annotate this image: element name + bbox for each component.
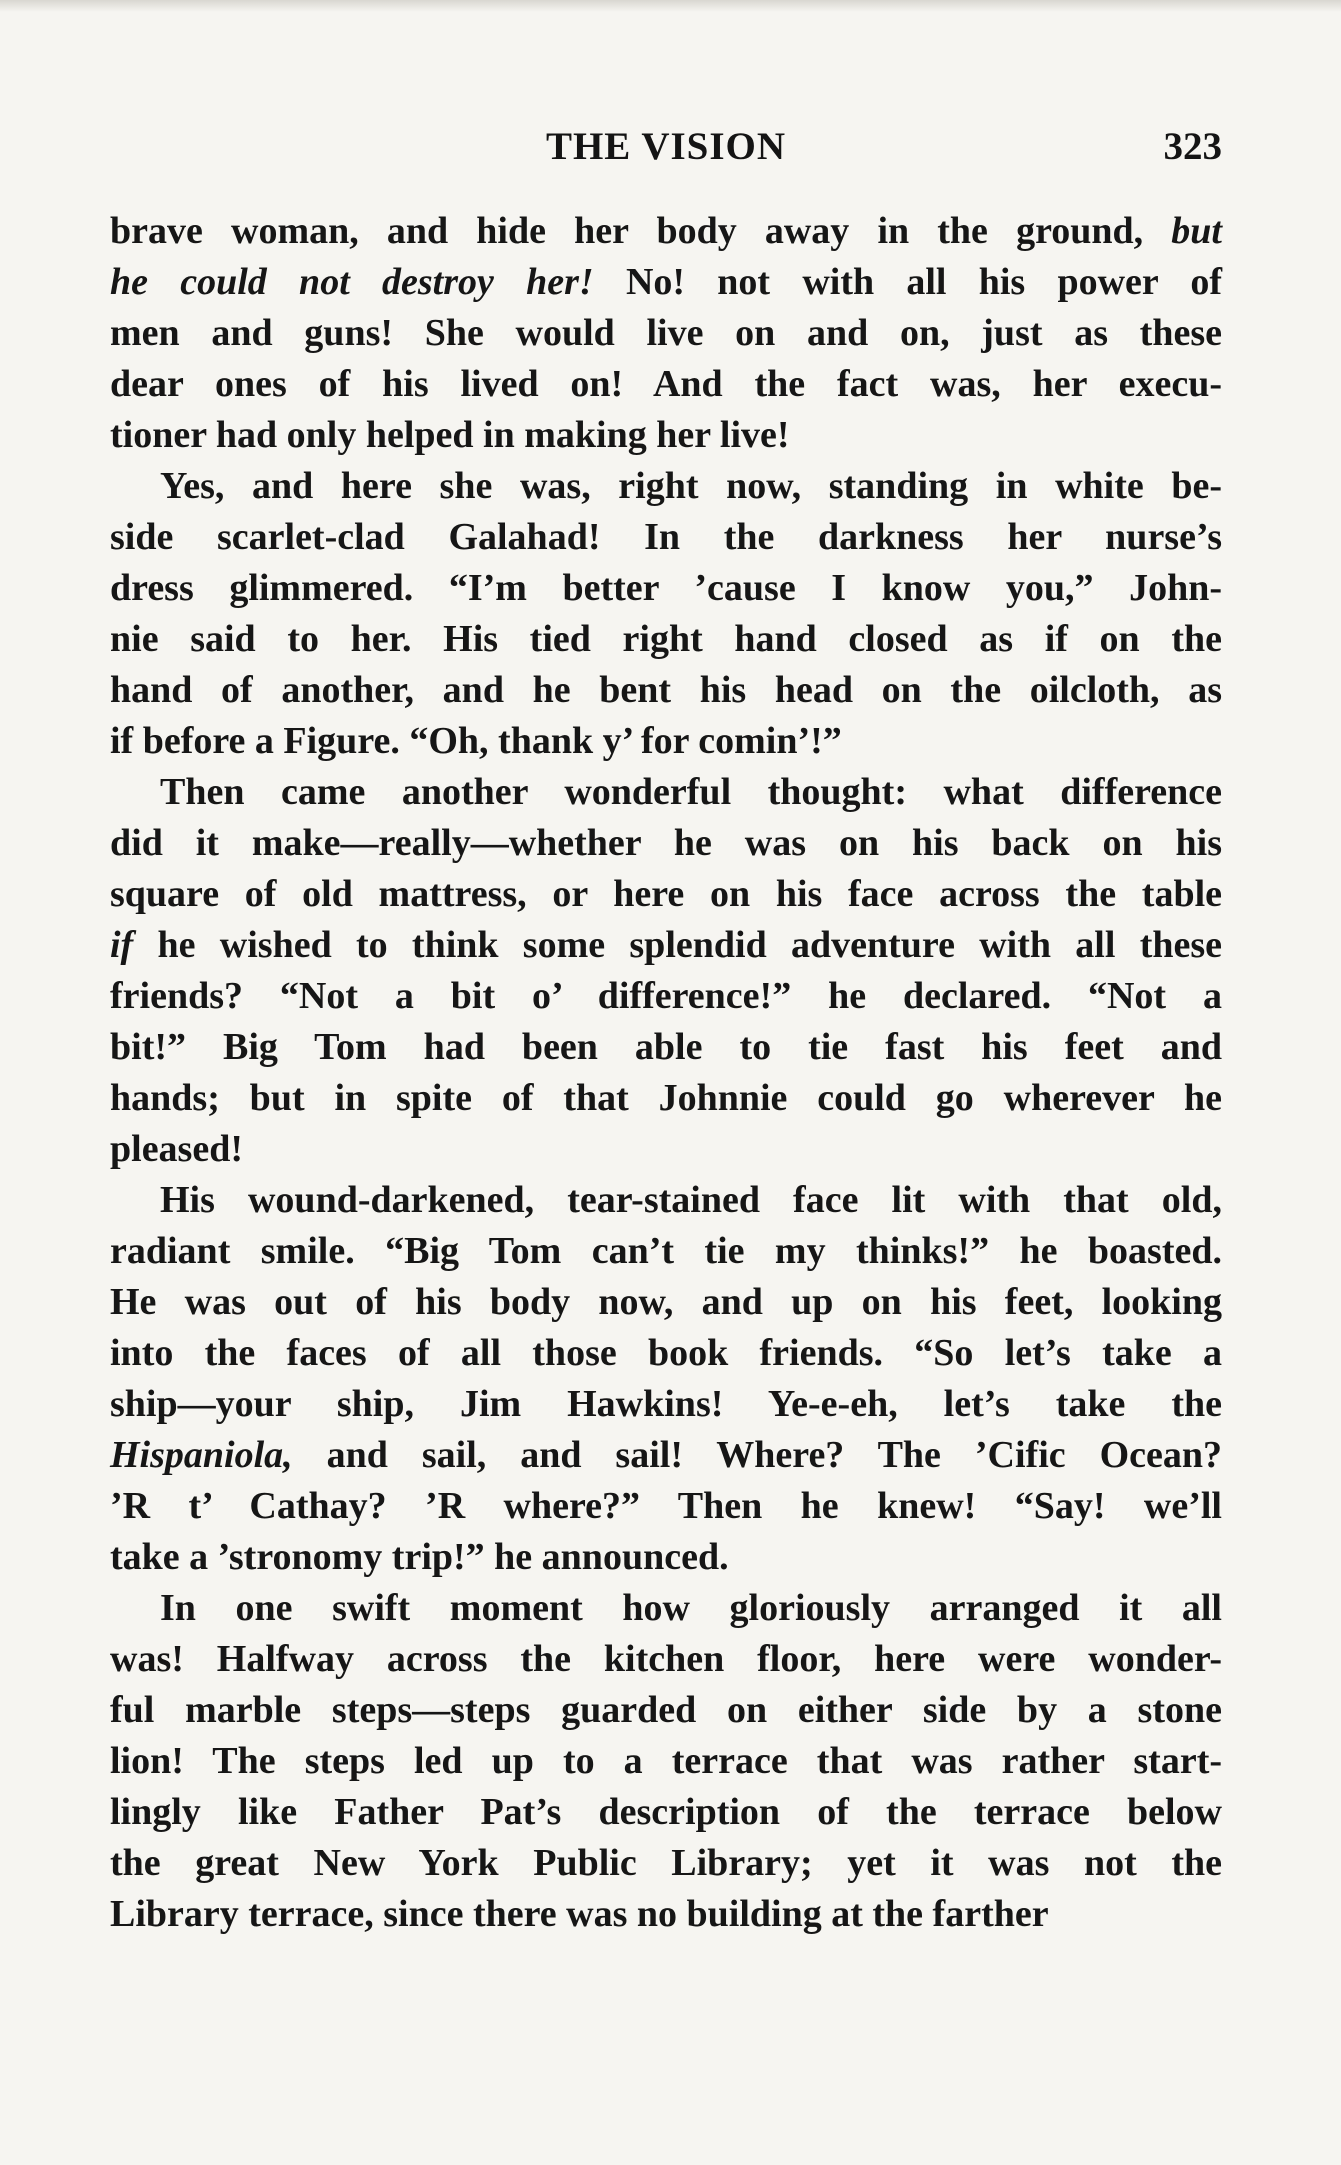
text-segment: men and guns! She would live on and on, just as these [110,312,1222,354]
text-line [110,1787,1222,1838]
text-line [110,512,1222,563]
text-segment: did it make—really—whether he was on his back on his [110,822,1222,864]
text-line [110,1685,1222,1736]
text-line [110,1634,1222,1685]
text-segment: bit!” Big Tom had been able to tie fast his feet and [110,1026,1222,1068]
text-segment: he wished to think some splendid adventure with all these [133,924,1222,966]
text-line [110,1175,1222,1226]
text-line [110,1430,1222,1481]
text-segment: Library terrace, since there was no building at the farther [110,1893,1049,1935]
text-line [110,461,1222,512]
text-line [110,1481,1222,1532]
text-segment: ful marble steps—steps guarded on either side by a stone [110,1689,1222,1731]
paragraph [110,1175,1222,1583]
text-segment: dear ones of his lived on! And the fact was, her execu- [110,363,1222,405]
italic-text: if [110,924,134,966]
text-line [110,614,1222,665]
text-line [110,818,1222,869]
running-title: THE VISION [545,125,787,168]
text-line [110,1736,1222,1787]
text-line [110,257,1222,308]
text-segment: ship—your ship, Jim Hawkins! Ye-e-eh, let’s take the [110,1383,1222,1425]
text-line [110,1379,1222,1430]
italic-text: but [1171,210,1222,252]
text-segment: hand of another, and he bent his head on the oilcloth, as [110,669,1222,711]
text-segment: ’R t’ Cathay? ’R where?” Then he knew! “Say! we’ll [110,1485,1222,1527]
text-line [110,716,1222,767]
text-line [110,920,1222,971]
text-segment: tioner had only helped in making her live! [110,414,790,456]
text-segment: pleased! [110,1128,243,1170]
text-line [110,971,1222,1022]
text-line [110,1124,1222,1175]
text-segment: He was out of his body now, and up on his feet, looking [110,1281,1222,1323]
text-line [110,1583,1222,1634]
text-segment: dress glimmered. “I’m better ’cause I know you,” John- [110,567,1222,609]
text-line [110,308,1222,359]
text-segment: lion! The steps led up to a terrace that was rather start- [110,1740,1222,1782]
text-segment: radiant smile. “Big Tom can’t tie my thinks!” he boasted. [110,1230,1222,1272]
paragraph [110,461,1222,767]
text-segment: was! Halfway across the kitchen floor, here were wonder- [110,1638,1222,1680]
text-line [110,206,1222,257]
page-number: 323 [1163,125,1222,168]
text-segment: if before a Figure. “Oh, thank y’ for comin’!” [110,720,842,762]
text-line [110,1328,1222,1379]
text-segment: square of old mattress, or here on his face across the table [110,873,1222,915]
text-segment: nie said to her. His tied right hand closed as if on the [110,618,1222,660]
text-segment: brave woman, and hide her body away in the ground, [110,210,1172,252]
text-line [110,563,1222,614]
body-text [110,206,1222,1940]
text-segment: His wound-darkened, tear-stained face lit with that old, [160,1179,1222,1221]
text-line [110,1226,1222,1277]
text-line [110,1838,1222,1889]
text-segment: take a ’stronomy trip!” he announced. [110,1536,729,1578]
page-top-edge [0,0,1341,12]
paragraph [110,206,1222,461]
italic-text: Hispaniola, [110,1434,293,1476]
text-line [110,1022,1222,1073]
text-segment: into the faces of all those book friends. “So let’s take a [110,1332,1222,1374]
text-segment: Yes, and here she was, right now, standing in white be- [160,465,1222,507]
paragraph [110,1583,1222,1940]
text-segment: Then came another wonderful thought: what difference [160,771,1222,813]
running-header [110,124,1222,178]
text-segment: hands; but in spite of that Johnnie could go wherever he [110,1077,1222,1119]
text-line [110,1277,1222,1328]
italic-text: he could not destroy her! [110,261,594,303]
text-line [110,869,1222,920]
text-segment: side scarlet-clad Galahad! In the darkness her nurse’s [110,516,1222,558]
text-line [110,1532,1222,1583]
text-segment: In one swift moment how gloriously arranged it all [160,1587,1222,1629]
text-line [110,1073,1222,1124]
text-line [110,665,1222,716]
text-segment: No! not with all his power of [593,261,1222,303]
text-segment: friends? “Not a bit o’ difference!” he declared. “Not a [110,975,1222,1017]
text-line [110,359,1222,410]
text-line [110,410,1222,461]
text-segment: the great New York Public Library; yet it was not the [110,1842,1222,1884]
paragraph [110,767,1222,1175]
text-segment: and sail, and sail! Where? The ’Cific Ocean? [292,1434,1222,1476]
text-line [110,1889,1222,1940]
text-line [110,767,1222,818]
text-segment: lingly like Father Pat’s description of the terrace below [110,1791,1222,1833]
